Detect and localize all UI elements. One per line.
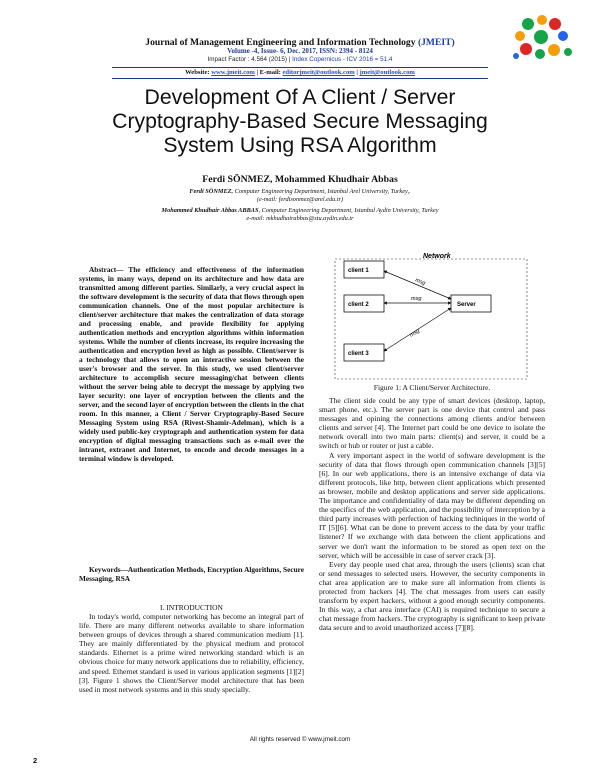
index-copernicus: Index Copernicus - ICV 2016 = 51.4 (292, 56, 393, 63)
impact-factor: Impact Factor : 4.564 (2015) | (207, 56, 293, 63)
section-heading-introduction: I. INTRODUCTION (160, 603, 223, 612)
network-label: Network (423, 253, 451, 260)
introduction-body (79, 612, 304, 694)
client-server-figure (331, 251, 531, 381)
email-label: | E-mail: (254, 69, 283, 76)
affiliation-2-email: e-mail: mkhudhairabbas@stu.aydin.edu.tr (246, 215, 354, 222)
affiliation-2-text: , Computer Engineering Department, Istanbul Aydin University, Turkey (258, 207, 439, 214)
msg-label-1: msg (414, 277, 427, 287)
affiliation-2-name: Mohammed Khudhair Abbas ABBAS (161, 207, 259, 214)
email-link-2[interactable]: jmeit@outlook.com (359, 69, 415, 76)
client-3-label: client 3 (348, 351, 369, 357)
affiliation-2 (0, 207, 600, 215)
separator: | (354, 69, 360, 76)
keywords: Keywords—Authentication Methods, Encryption Algorithms, Secure Messaging, RSA (79, 565, 304, 583)
title-line-2: Cryptography-Based Secure Messaging (112, 110, 488, 133)
title-line-3: System Using RSA Algorithm (163, 134, 437, 157)
affiliation-1-text: Computer Engineering Department, Istanbul Arel University, Turkey,. (233, 188, 411, 195)
contact-bar (112, 67, 488, 79)
page-number: 2 (33, 756, 38, 765)
msg-label-3: msg (408, 328, 421, 339)
right-paragraph-3: Every day people used chat area, through the users (clients) scan chat or send messages to selected users. However, the security components in chat area application are to make sure all information from clients is protected from hackers [4]. The chat messages from users can easily transform by expert hackers, without a good enough security components. In this way, a chat area interface (CAI) is required technique to secure a chat message from hackers. The cryptography is significant to keep private data secure and to avoid unauthorized access [7][8]. (319, 559, 545, 633)
abstract: Abstract— The efficiency and effectiveness of the information systems, in many ways, depend on its architecture and how data are transmitted among different parties. Similarly, a very crucial aspect in the software development is the security of data that flows through open communication channels. One of the most popular architecture is client/server architecture that makes the centralization of data storage and processing enable, and provide flexibility for applying authentication methods and encryption algorithms within information systems. While the number of clients increase, its require increasing the authentication and encryption level as high as possible. Client/server is a technology that allows to open an interactive session between the user's browser and the server. In this study, we used client/server architecture to accomplish secure messaging/chat between clients without the server being able to decrypt the message by applying two layer security: one layer of encryption between the clients and the server, and the second layer of encryption between the clients in the chat room. In this manner, a Client / Server Cryptography-Based Secure Messaging System using RSA (Rivest-Shamir-Adelman), which is a widely used public-key cryptograph and authentication system for data encryption of digital messaging transactions such as e-mail over the intranet, extranet and Internet, to encode and decode messages in a terminal window is developed. (79, 265, 304, 463)
authors: Ferdi SÖNMEZ, Mohammed Khudhair Abbas (202, 174, 398, 185)
client-2-label: client 2 (348, 302, 369, 308)
title-line-1: Development Of A Client / Server (144, 86, 456, 109)
right-column-body (319, 396, 545, 632)
email-link-1[interactable]: editorjmeit@outlook.com (282, 69, 355, 76)
paper-title (40, 86, 560, 158)
figure-caption: Figure 1: A Client/Server Architecture. (373, 383, 491, 392)
website-link[interactable]: www.jmeit.com (211, 69, 255, 76)
website-label: Website: (185, 69, 212, 76)
right-paragraph-1: The client side could be any type of smart devices (desktop, laptop, smart phone, etc.). The server part is one device that control and pass messages and opining the connections among clients and/or between clients and server [4]. The Internet part could be one device to isolate the network overall into two main parts: client(s) and server, it could be a switch or hub or router or just a cable. (319, 396, 545, 451)
affiliation-1 (0, 188, 600, 196)
impact-line (0, 56, 600, 63)
server-label: Server (457, 302, 476, 308)
affiliation-1-name: Ferdi SÖNMEZ, (189, 188, 234, 195)
affiliation-1-email: (e-mail: ferdisonmez@arel.edu.tr) (256, 196, 344, 203)
journal-name: Journal of Management Engineering and Information Technology (145, 37, 416, 48)
client-1-label: client 1 (348, 268, 369, 274)
volume-line: Volume -4, Issue- 6, Dec. 2017, ISSN: 2394 - 8124 (227, 47, 373, 55)
journal-abbr: (JMEIT) (417, 37, 455, 48)
intro-paragraph-1: In today's world, computer networking has become an integral part of life. There are many different networks available to share information between groups of devices through a shared communication medium [1]. They are mainly differentiated by the physical medium and protocol standards. Ethernet is a prime wired networking standard which is an obvious choice for many network applications due to reliability, efficiency, and speed. Ethernet standard is used in various application segments [1][2][3]. Figure 1 shows the Client/Server model architecture that has been used in most network systems and in this study specially. (79, 612, 304, 694)
right-paragraph-2: A very important aspect in the world of software development is the security of data that flows through open communication channels [3][5][6]. In our web applications, there is an intensive exchange of data via different protocols, like http, between client applications which presented as browser, mobile and desktop applications and server side applications. The importance and confidentiality of data may be different depending on the specifics of the web application, and the possibility of interception by a third party increases with perfection of hacking techniques in the world of IT [5][6]. What can be done to prevent access to the data by your traffic listener? If we exchange with data between the client applications and server we don't want the information to be stored as open text on the server, which will be accessible in case of server crack [3]. (319, 450, 545, 560)
link-client-1 (384, 271, 451, 299)
msg-label-2: msg (411, 296, 422, 302)
footer-rights: All rights reserved © www.jmeit.com (249, 736, 351, 743)
